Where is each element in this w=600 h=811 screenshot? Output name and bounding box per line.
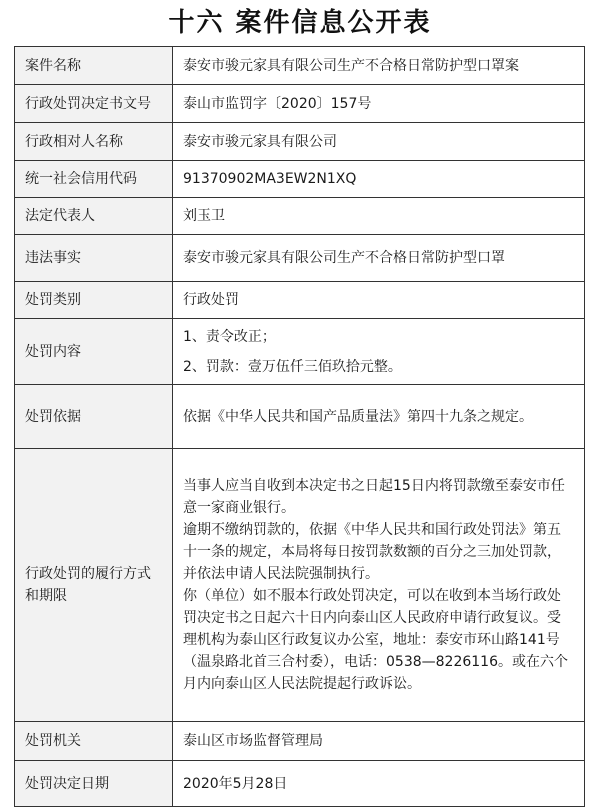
table-row — [15, 235, 585, 282]
row-label: 处罚决定日期 — [15, 761, 173, 807]
table-row — [15, 282, 585, 319]
row-value: 泰安市骏元家具有限公司生产不合格日常防护型口罩案 — [173, 47, 585, 85]
row-label: 行政处罚决定书文号 — [15, 85, 173, 123]
case-info-table — [14, 46, 585, 807]
penalty-line: 1、责令改正； — [183, 328, 276, 345]
row-value: 刘玉卫 — [173, 198, 585, 235]
row-value: 泰山区市场监督管理局 — [173, 722, 585, 761]
row-label: 处罚内容 — [15, 319, 173, 385]
table-row — [15, 85, 585, 123]
row-label: 法定代表人 — [15, 198, 173, 235]
row-label: 处罚依据 — [15, 385, 173, 449]
row-label: 行政相对人名称 — [15, 123, 173, 161]
row-value: 依据《中华人民共和国产品质量法》第四十九条之规定。 — [173, 385, 585, 449]
table-row — [15, 722, 585, 761]
table-row — [15, 319, 585, 385]
row-label: 违法事实 — [15, 235, 173, 282]
enforcement-paragraph: 逾期不缴纳罚款的，依据《中华人民共和国行政处罚法》第五十一条的规定，本局将每日按罚款数额的百分之三加处罚款，并依法申请人民法院强制执行。 — [183, 522, 561, 582]
row-label: 处罚类别 — [15, 282, 173, 319]
penalty-line: 2、罚款：壹万伍仟三佰玖拾元整。 — [183, 358, 402, 375]
row-label: 案件名称 — [15, 47, 173, 85]
table-row — [15, 198, 585, 235]
row-value: 泰安市骏元家具有限公司生产不合格日常防护型口罩 — [173, 235, 585, 282]
table-row — [15, 385, 585, 449]
table-row — [15, 761, 585, 807]
row-value: 泰山市监罚字〔2020〕157号 — [173, 85, 585, 123]
row-label: 行政处罚的履行方式和期限 — [15, 449, 173, 722]
table-row — [15, 123, 585, 161]
row-value: 行政处罚 — [173, 282, 585, 319]
row-label: 统一社会信用代码 — [15, 161, 173, 198]
enforcement-paragraph: 你（单位）如不服本行政处罚决定，可以在收到本当场行政处罚决定书之日起六十日内向泰山区人民政府申请行政复议。受理机构为泰山区行政复议办公室，地址：泰安市环山路141号（温泉路北首三合村委），电话：0538—8226116。或在六个月内向泰山区人民法院提起行政诉讼。 — [183, 588, 568, 692]
enforcement-paragraph: 当事人应当自收到本决定书之日起15日内将罚款缴至泰安市任意一家商业银行。 — [183, 478, 565, 516]
page-title: 十六 案件信息公开表 — [168, 8, 432, 38]
table-row — [15, 161, 585, 198]
enforcement-cell — [173, 449, 585, 722]
row-label: 处罚机关 — [15, 722, 173, 761]
table-row — [15, 47, 585, 85]
table-row — [15, 449, 585, 722]
row-value: 91370902MA3EW2N1XQ — [173, 161, 585, 198]
row-value: 泰安市骏元家具有限公司 — [173, 123, 585, 161]
penalty-content-cell — [173, 319, 585, 385]
row-value: 2020年5月28日 — [173, 761, 585, 807]
